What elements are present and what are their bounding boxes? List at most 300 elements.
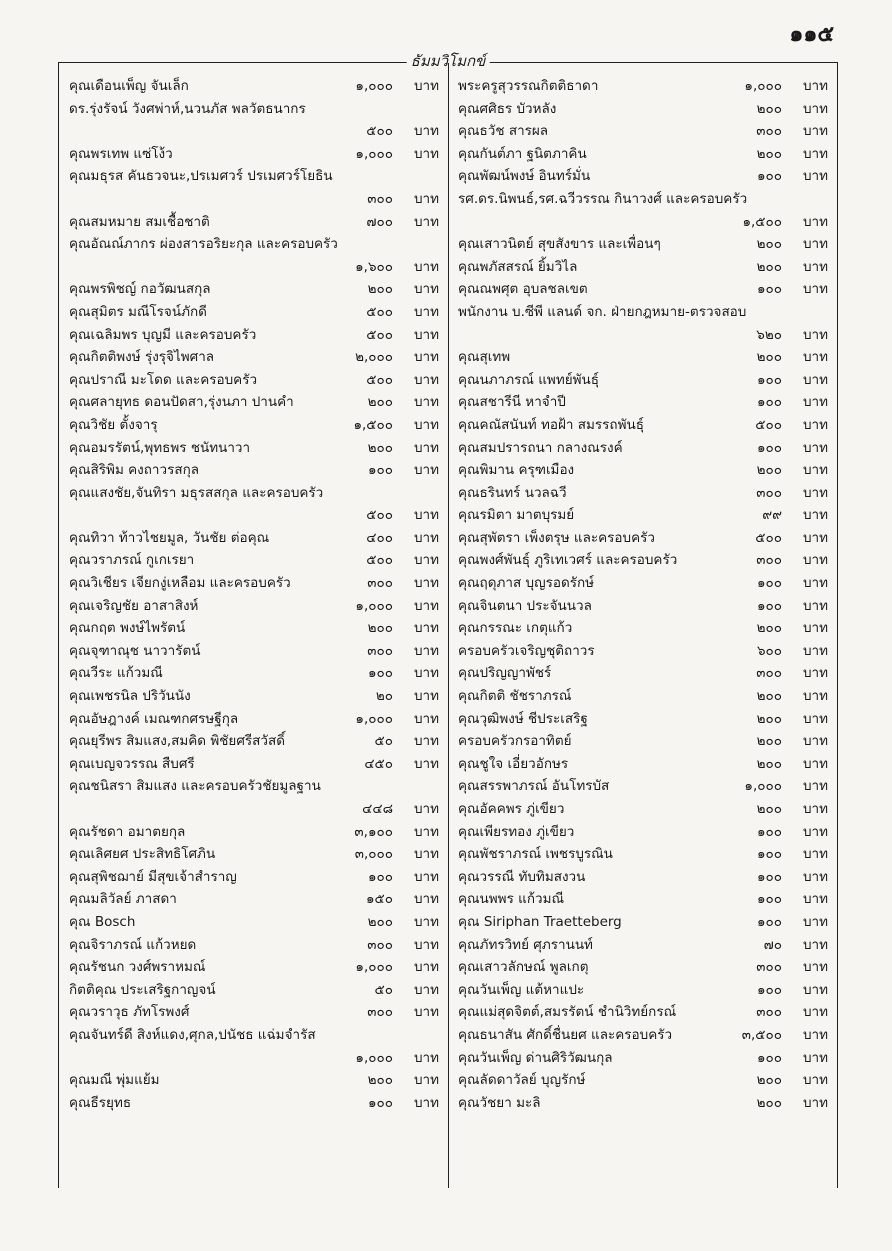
donor-entry — [69, 1069, 441, 1092]
currency-unit: บาท — [413, 190, 439, 207]
donor-name: คุณนภาภรณ์ แพทย์พันธุ์ — [458, 371, 600, 388]
currency-unit: บาท — [413, 1094, 439, 1111]
donor-entry — [69, 143, 441, 166]
currency-unit: บาท — [413, 123, 439, 140]
donor-name: คุณอมรรัตน์,พุทธพร ชนัทนาวา — [69, 439, 251, 456]
donation-amount: ๒๐๐ — [367, 620, 393, 637]
currency-unit: บาท — [802, 891, 828, 908]
donation-amount: ๓๐๐ — [756, 123, 782, 140]
donation-amount: ๗๐๐ — [366, 213, 393, 230]
donor-entry — [458, 595, 830, 618]
donor-entry — [458, 346, 830, 369]
donation-amount: ๒,๐๐๐ — [355, 349, 393, 366]
donation-amount: ๒๐๐ — [756, 620, 782, 637]
donation-amount: ๑,๐๐๐ — [744, 78, 782, 94]
currency-unit: บาท — [802, 710, 828, 727]
currency-unit: บาท — [802, 665, 828, 682]
donation-amount: ๑๐๐ — [756, 846, 782, 863]
currency-unit: บาท — [802, 394, 828, 411]
donation-amount: ๔๐๐ — [366, 529, 393, 546]
donor-name: คุณจิราภรณ์ แก้วหยด — [69, 936, 197, 953]
donation-amount: ๒๐๐ — [756, 349, 782, 366]
donor-name: คุณ Siriphan Traetteberg — [458, 913, 622, 930]
currency-unit: บาท — [802, 1004, 828, 1021]
donor-entry — [69, 640, 441, 663]
donor-name: คุณพรเทพ แซ่โง้ว — [69, 145, 173, 162]
donation-amount: ๕๐๐ — [366, 303, 393, 320]
currency-unit: บาท — [413, 733, 439, 750]
currency-unit: บาท — [413, 439, 439, 456]
donation-amount: ๑,๐๐๐ — [744, 778, 782, 795]
donor-entry — [69, 391, 441, 414]
donation-amount: ๓,๐๐๐ — [354, 846, 393, 863]
donor-entry — [69, 278, 441, 301]
currency-unit: บาท — [802, 507, 828, 524]
donor-entry — [69, 459, 441, 482]
currency-unit: บาท — [802, 575, 828, 592]
section-title: ธัมมวิโมกข์ — [407, 49, 490, 73]
donor-entry — [69, 346, 441, 369]
donation-amount: ๒๐๐ — [367, 1072, 393, 1089]
currency-unit: บาท — [802, 258, 828, 275]
donor-name: คุณศลายุทธ ดอนปัดสา,รุ่งนภา ปานคำ — [69, 394, 294, 411]
donation-amount: ๓๐๐ — [367, 642, 393, 659]
donor-entry — [458, 798, 830, 821]
donor-name: คุณพงศ์พันธุ์ ภูริเทเวศร์ และครอบครัว — [458, 552, 678, 569]
donation-amount: ๓๐๐ — [756, 1004, 782, 1021]
donor-name: คุณสรรพาภรณ์ อันโทรบัส — [458, 778, 610, 795]
page-number: ๑๑๕ — [789, 21, 834, 47]
donor-name: คุณสุเทพ — [458, 349, 511, 366]
currency-unit: บาท — [802, 168, 828, 185]
donor-name: คุณสชารีนี หาจำปี — [458, 394, 566, 411]
donation-amount: ๓๐๐ — [367, 1004, 393, 1021]
donor-entry — [458, 1001, 830, 1024]
donor-entry — [458, 1092, 830, 1115]
donation-amount: ๑๐๐ — [756, 981, 782, 998]
donor-entry — [69, 98, 441, 143]
donor-name: คุณกิตติ ชัชราภรณ์ — [458, 688, 572, 705]
donor-name: คุณลัดดาวัลย์ บุญรักษ์ — [458, 1072, 586, 1089]
currency-unit: บาท — [802, 688, 828, 705]
donation-amount: ๒๐๐ — [756, 258, 782, 275]
donor-name: คุณมณี พุ่มแย้ม — [69, 1072, 160, 1089]
donor-name: คุณเสาวนิตย์ สุขสังขาร และเพื่อนๆ — [458, 236, 661, 253]
donor-name: คุณแสงชัย,จันทิรา มธุรสสกุล และครอบครัว — [69, 484, 324, 501]
donor-name: คุณกิตติพงษ์ รุ่งรุจิไพศาล — [69, 349, 215, 366]
donation-amount: ๑๐๐ — [756, 823, 782, 840]
currency-unit: บาท — [413, 394, 439, 411]
donor-entry — [458, 708, 830, 731]
currency-unit: บาท — [413, 258, 439, 275]
donor-entry — [458, 549, 830, 572]
donor-name: คุณพัชราภรณ์ เพชรบูรณิน — [458, 846, 613, 863]
donation-amount: ๓๐๐ — [756, 959, 782, 976]
donation-amount: ๑๐๐ — [756, 281, 782, 298]
donor-entry — [69, 956, 441, 979]
currency-unit: บาท — [413, 801, 439, 817]
donor-entry — [69, 1001, 441, 1024]
donor-name: คุณปราณี มะโดด และครอบครัว — [69, 371, 258, 388]
donor-entry — [458, 437, 830, 460]
donor-name: คุณณพศุต อุบลชลเขต — [458, 281, 588, 298]
donor-name: คุณวันเพ็ญ ด่านศิริวัฒนกุล — [458, 1049, 613, 1066]
donation-amount: ๑๐๐ — [756, 575, 782, 592]
currency-unit: บาท — [802, 1026, 828, 1043]
donation-amount: ๓๐๐ — [367, 190, 393, 207]
currency-unit: บาท — [802, 416, 828, 433]
donation-amount: ๑,๐๐๐ — [355, 1049, 393, 1066]
donor-name: คุณจันทร์ดี สิงห์แดง,ศุกล,ปนัชธ แฉ่มจำรัส — [69, 1026, 316, 1043]
donor-name: คุณรมิตา มาตบุรมย์ — [458, 507, 575, 524]
currency-unit: บาท — [802, 123, 828, 140]
currency-unit: บาท — [413, 688, 439, 705]
donation-amount: ๙๙ — [762, 507, 782, 524]
donor-name: กิตติคุณ ประเสริฐกาญจน์ — [69, 981, 216, 998]
donor-entry — [69, 233, 441, 278]
donation-amount: ๕๐๐ — [366, 123, 393, 140]
donor-name: คุณนพพร แก้วมณี — [458, 891, 565, 908]
currency-unit: บาท — [413, 891, 439, 908]
currency-unit: บาท — [413, 371, 439, 388]
currency-unit: บาท — [802, 281, 828, 298]
donation-amount: ๒๐๐ — [756, 1072, 782, 1089]
donor-name: รศ.ดร.นิพนธ์,รศ.ฉวีวรรณ กินาวงศ์ และครอบครัว — [458, 190, 748, 207]
currency-unit: บาท — [802, 868, 828, 885]
donor-name: คุณสุมิตร มณีโรจน์ภักดี — [69, 303, 207, 320]
donation-amount: ๕๐ — [374, 981, 393, 998]
donation-amount: ๔๕๐ — [364, 755, 393, 772]
currency-unit: บาท — [413, 936, 439, 953]
donor-name: คุณจุฑาณุช นาวารัตน์ — [69, 642, 201, 659]
donor-name: คุณกรรณะ เกตุแก้ว — [458, 620, 573, 637]
donor-name: คุณชนิสรา สิมแสง และครอบครัวชัยมูลฐาน — [69, 778, 321, 795]
currency-unit: บาท — [413, 529, 439, 546]
donor-entry — [458, 256, 830, 279]
donation-amount: ๓๐๐ — [756, 484, 782, 501]
currency-unit: บาท — [802, 913, 828, 930]
donation-amount: ๑,๐๐๐ — [355, 959, 393, 976]
donation-amount: ๒๐๐ — [756, 801, 782, 817]
currency-unit: บาท — [802, 100, 828, 117]
currency-unit: บาท — [802, 326, 828, 343]
currency-unit: บาท — [802, 733, 828, 750]
donor-entry — [69, 211, 441, 234]
donor-entry — [458, 504, 830, 527]
donation-amount: ๑๐๐ — [756, 394, 782, 411]
donation-amount: ๑,๐๐๐ — [355, 145, 393, 162]
donation-amount: ๑๐๐ — [756, 913, 782, 930]
currency-unit: บาท — [413, 981, 439, 998]
donor-name: คุณวันเพ็ญ แต้หาแปะ — [458, 981, 585, 998]
donor-name: คุณพรพิชญ์ กอวัฒนสกุล — [69, 281, 211, 298]
donor-entry — [69, 730, 441, 753]
currency-unit: บาท — [802, 1072, 828, 1089]
donation-amount: ๒๐๐ — [367, 913, 393, 930]
donor-name: คุณธรินทร์ นวลฉวี — [458, 484, 567, 501]
donation-amount: ๒๐๐ — [756, 755, 782, 772]
donor-name: ครอบครัวกรอาทิตย์ — [458, 733, 572, 750]
donor-name: คุณภัทรวิทย์ ศุภรานนท์ — [458, 936, 593, 953]
donor-name: คุณเพชรนิล ปริวันนัง — [69, 688, 191, 705]
donor-entry — [458, 572, 830, 595]
currency-unit: บาท — [802, 529, 828, 546]
donor-name: คุณทิวา ท้าวไชยมูล, วันชัย ต่อคุณ — [69, 529, 270, 546]
currency-unit: บาท — [802, 462, 828, 479]
donor-name: คุณวรรณี ทับทิมสงวน — [458, 868, 586, 885]
donation-amount: ๒๐๐ — [367, 394, 393, 411]
donor-name: คุณพิมาน ครุฑเมือง — [458, 462, 575, 479]
donation-amount: ๑,๖๐๐ — [355, 258, 393, 275]
donor-entry — [69, 866, 441, 889]
donor-name: คุณมธุรส คันธวจนะ,ปรเมศวร์ ปรเมศวร์โยธิน — [69, 168, 333, 185]
donor-name: คุณอัคคพร ภู่เขียว — [458, 801, 565, 817]
currency-unit: บาท — [802, 801, 828, 817]
donor-name: คุณอัษฎางค์ เมณฑกศรษฐีกุล — [69, 710, 239, 727]
currency-unit: บาท — [413, 552, 439, 569]
donor-entry — [458, 979, 830, 1002]
currency-unit: บาท — [802, 349, 828, 366]
currency-unit: บาท — [413, 710, 439, 727]
donor-entry — [458, 753, 830, 776]
donor-entry — [458, 233, 830, 256]
donation-amount: ๕๐๐ — [755, 529, 782, 546]
donor-name: คุณธีรยุทธ — [69, 1094, 132, 1111]
donation-amount: ๒๐๐ — [756, 688, 782, 705]
currency-unit: บาท — [413, 462, 439, 479]
donor-entry — [458, 98, 830, 121]
donor-entry — [458, 775, 830, 798]
donor-entry — [458, 188, 830, 233]
donor-name: พนักงาน บ.ซีพี แลนด์ จก. ฝ่ายกฎหมาย-ตรวจสอบ — [458, 303, 747, 320]
donor-entry — [458, 888, 830, 911]
donor-name: คุณปริญญาพัชร์ — [458, 665, 552, 682]
currency-unit: บาท — [413, 823, 439, 840]
donor-entry — [458, 75, 830, 98]
donation-amount: ๑๐๐ — [756, 868, 782, 885]
donation-amount: ๖๐๐ — [756, 642, 782, 659]
donation-amount: ๑,๕๐๐ — [353, 416, 393, 433]
currency-unit: บาท — [413, 1049, 439, 1066]
donor-entry — [458, 278, 830, 301]
donor-name: คุณแม่สุดจิตต์,สมรรัตน์ ชำนิวิทย์กรณ์ — [458, 1004, 677, 1021]
donor-entry — [69, 753, 441, 776]
currency-unit: บาท — [413, 213, 439, 230]
currency-unit: บาท — [413, 959, 439, 976]
donation-amount: ๑๐๐ — [756, 168, 782, 185]
currency-unit: บาท — [413, 913, 439, 930]
donor-entry — [458, 934, 830, 957]
donor-entry — [458, 821, 830, 844]
donation-amount: ๑๐๐ — [367, 665, 393, 682]
currency-unit: บาท — [802, 620, 828, 637]
donor-entry — [458, 143, 830, 166]
donor-entry — [69, 934, 441, 957]
donation-amount: ๕๐๐ — [366, 371, 393, 388]
currency-unit: บาท — [413, 620, 439, 637]
currency-unit: บาท — [413, 326, 439, 343]
donation-amount: ๖๒๐ — [756, 326, 782, 343]
donor-name: คุณธนาสัน ศักดิ์ชื่นยศ และครอบครัว — [458, 1026, 673, 1043]
donor-entry — [69, 369, 441, 392]
donor-entry — [69, 662, 441, 685]
donation-amount: ๑,๕๐๐ — [742, 213, 782, 230]
donation-amount: ๒๐๐ — [756, 710, 782, 727]
donation-amount: ๑๐๐ — [756, 439, 782, 456]
donor-entry — [458, 866, 830, 889]
donor-entry — [458, 527, 830, 550]
donor-entry — [69, 549, 441, 572]
donor-name: คุณมลิวัลย์ ภาสดา — [69, 891, 177, 908]
donor-name: คุณสิริพิม คงถาวรสกุล — [69, 462, 200, 479]
donor-name: คุณวราวุธ ภัทโรพงศ์ — [69, 1004, 190, 1021]
donation-amount: ๕๐๐ — [755, 416, 782, 433]
donor-name: คุณวิชัย ตั้งจารุ — [69, 416, 158, 433]
currency-unit: บาท — [802, 1094, 828, 1111]
donation-amount: ๑๐๐ — [756, 597, 782, 614]
donor-entry — [69, 165, 441, 210]
donor-name: พระครูสุวรรณกิตติธาดา — [458, 78, 599, 94]
currency-unit: บาท — [413, 642, 439, 659]
donor-entry — [458, 685, 830, 708]
donor-name: คุณคณัสนันท์ ทอฝ้า สมรรถพันธุ์ — [458, 416, 644, 433]
donor-entry — [69, 437, 441, 460]
donation-amount: ๓๐๐ — [367, 936, 393, 953]
currency-unit: บาท — [802, 78, 828, 94]
currency-unit: บาท — [413, 1004, 439, 1021]
donation-amount: ๒๐๐ — [756, 100, 782, 117]
donor-name: คุณยุรีพร สิมแสง,สมคิด พิชัยศรีสวัสดิ์ — [69, 733, 285, 750]
donation-amount: ๕๐๐ — [366, 552, 393, 569]
currency-unit: บาท — [413, 868, 439, 885]
currency-unit: บาท — [802, 484, 828, 501]
donor-entry — [458, 1069, 830, 1092]
currency-unit: บาท — [802, 959, 828, 976]
donor-name: คุณวีระ แก้วมณี — [69, 665, 163, 682]
donation-amount: ๕๐๐ — [366, 507, 393, 524]
donor-name: คุณวัชยา มะลิ — [458, 1094, 541, 1111]
currency-unit: บาท — [802, 778, 828, 795]
donor-entry — [458, 482, 830, 505]
donation-amount: ๔๔๘ — [362, 801, 393, 817]
currency-unit: บาท — [802, 597, 828, 614]
donation-amount: ๒๐๐ — [756, 462, 782, 479]
currency-unit: บาท — [413, 78, 439, 94]
donor-name: คุณเดือนเพ็ญ จันเล็ก — [69, 78, 189, 94]
donor-entry — [458, 120, 830, 143]
donation-amount: ๒๐๐ — [367, 281, 393, 298]
donor-name: ครอบครัวเจริญชุติถาวร — [458, 642, 595, 659]
donor-entry — [69, 482, 441, 527]
donation-amount: ๕๐๐ — [366, 326, 393, 343]
donor-name: คุณจินตนา ประจันนวล — [458, 597, 592, 614]
currency-unit: บาท — [413, 281, 439, 298]
donor-name: คุณเฉลิมพร บุญมี และครอบครัว — [69, 326, 257, 343]
currency-unit: บาท — [413, 145, 439, 162]
donor-entry — [458, 1047, 830, 1070]
currency-unit: บาท — [802, 936, 828, 953]
donation-amount: ๒๐๐ — [367, 439, 393, 456]
donation-amount: ๒๐๐ — [756, 236, 782, 253]
donor-entry — [458, 640, 830, 663]
donation-amount: ๑๐๐ — [756, 371, 782, 388]
currency-unit: บาท — [802, 213, 828, 230]
donor-entry — [69, 911, 441, 934]
donor-name: คุณกฤต พงษ์ไพรัตน์ — [69, 620, 186, 637]
donation-amount: ๑๐๐ — [756, 1049, 782, 1066]
currency-unit: บาท — [413, 416, 439, 433]
currency-unit: บาท — [413, 1072, 439, 1089]
currency-unit: บาท — [802, 439, 828, 456]
donation-amount: ๑๐๐ — [367, 462, 393, 479]
currency-unit: บาท — [413, 846, 439, 863]
donor-entry — [458, 391, 830, 414]
currency-unit: บาท — [802, 145, 828, 162]
donor-entry — [69, 843, 441, 866]
donation-amount: ๑,๐๐๐ — [355, 710, 393, 727]
donation-amount: ๒๐๐ — [756, 1094, 782, 1111]
donor-name: คุณเลิศยศ ประสิทธิโศภิน — [69, 846, 216, 863]
donor-name: คุณสุพัตรา เพ็งตรุษ และครอบครัว — [458, 529, 655, 546]
donation-amount: ๓๐๐ — [367, 575, 393, 592]
donor-name: คุณวิเชียร เจียกงู่เหลือม และครอบครัว — [69, 575, 291, 592]
donor-name: คุณ Bosch — [69, 913, 136, 930]
donor-name: ดร.รุ่งรัจน์ วังศพ่าห์,นวนภัส พลวัตธนากร — [69, 100, 306, 117]
donor-entry — [69, 775, 441, 820]
donor-entry — [458, 617, 830, 640]
currency-unit: บาท — [802, 755, 828, 772]
currency-unit: บาท — [802, 846, 828, 863]
donor-entry — [69, 324, 441, 347]
donor-name: คุณรัชนก วงศ์พราหมณ์ — [69, 959, 206, 976]
donation-amount: ๒๐ — [375, 688, 393, 705]
donor-name: คุณกันต์ภา ฐนิตภาคิน — [458, 145, 587, 162]
donor-entry — [69, 572, 441, 595]
donation-amount: ๓๐๐ — [756, 665, 782, 682]
donor-name: คุณเจริญชัย อาสาสิงห์ — [69, 597, 199, 614]
donor-entry — [69, 821, 441, 844]
donor-name: คุณเสาวลักษณ์ พูลเกตุ — [458, 959, 589, 976]
donor-name: คุณสมหมาย สมเชื้อชาติ — [69, 213, 210, 230]
donor-entry — [458, 911, 830, 934]
donor-entry — [458, 843, 830, 866]
donor-entry — [458, 730, 830, 753]
donor-list-frame — [58, 52, 838, 1188]
donor-name: คุณธวัช สารผล — [458, 123, 549, 140]
currency-unit: บาท — [413, 665, 439, 682]
donor-name: คุณเพียรทอง ภู่เขียว — [458, 823, 575, 840]
donor-entry — [458, 414, 830, 437]
currency-unit: บาท — [413, 303, 439, 320]
donation-amount: ๑๐๐ — [367, 868, 393, 885]
left-donor-column — [69, 75, 441, 1114]
donor-entry — [458, 165, 830, 188]
donor-entry — [458, 1024, 830, 1047]
currency-unit: บาท — [802, 642, 828, 659]
donor-entry — [69, 685, 441, 708]
donor-name: คุณศศิธร บัวหลัง — [458, 100, 557, 117]
donor-name: คุณอัณณ์ภากร ผ่องสารอริยะกุล และครอบครัว — [69, 236, 338, 253]
donation-amount: ๑๕๐ — [365, 891, 393, 908]
donor-entry — [458, 369, 830, 392]
donor-entry — [69, 1024, 441, 1069]
donor-entry — [69, 301, 441, 324]
currency-unit: บาท — [802, 552, 828, 569]
donation-amount: ๕๐ — [374, 733, 393, 750]
donation-amount: ๗๐ — [763, 936, 782, 953]
donation-amount: ๑,๐๐๐ — [355, 597, 393, 614]
column-divider — [448, 63, 449, 1188]
